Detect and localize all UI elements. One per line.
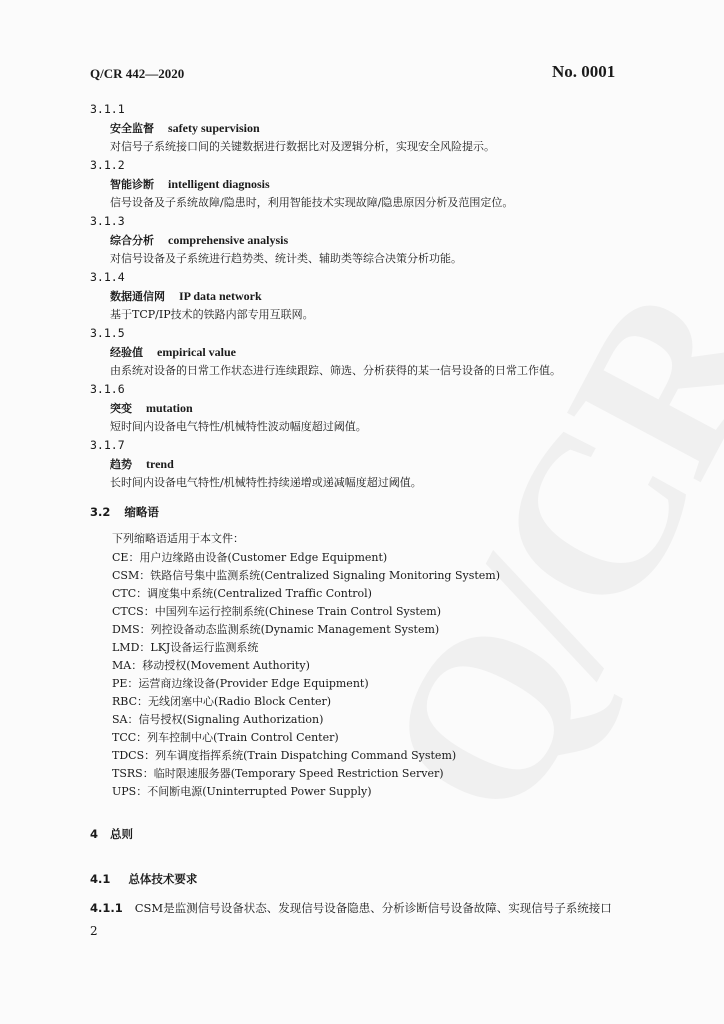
- term-title: [110, 288, 262, 305]
- term-definition: 长时间内设备电气特性/机械特性持续递增或递减幅度超过阈值。: [110, 476, 422, 489]
- clause-number: 3.1.6: [90, 382, 125, 396]
- abbreviation-item: SA：信号授权(Signaling Authorization): [112, 713, 324, 726]
- term-zh: 突变: [110, 402, 132, 415]
- term-title: [110, 400, 193, 417]
- section-number: 4: [90, 827, 99, 841]
- term-definition: 对信号设备及子系统进行趋势类、统计类、辅助类等综合决策分析功能。: [110, 252, 462, 265]
- clause-number: 3.1.5: [90, 326, 125, 340]
- clause-number: 3.1.4: [90, 270, 125, 284]
- abbreviation-item: PE：运营商边缘设备(Provider Edge Equipment): [112, 677, 369, 690]
- clause-4-1-1: [90, 900, 612, 916]
- abbreviation-item: CTCS：中国列车运行控制系统(Chinese Train Control System): [112, 605, 442, 618]
- term-en: intelligent diagnosis: [168, 177, 270, 191]
- section-heading-4: [90, 826, 133, 842]
- section-title: 总则: [110, 827, 134, 841]
- abbreviation-item: RBC：无线闭塞中心(Radio Block Center): [112, 695, 332, 708]
- abbreviations-intro: 下列缩略语适用于本文件：: [112, 532, 244, 545]
- abbreviation-item: CSM：铁路信号集中监测系统(Centralized Signaling Monitoring System): [112, 569, 501, 582]
- term-title: [110, 176, 270, 193]
- abbreviation-item: TDCS：列车调度指挥系统(Train Dispatching Command System): [112, 749, 457, 762]
- clause-number: 3.1.3: [90, 214, 125, 228]
- term-zh: 趋势: [110, 458, 132, 471]
- term-definition: 对信号子系统接口间的关键数据进行数据比对及逻辑分析，实现安全风险提示。: [110, 140, 495, 153]
- term-en: trend: [146, 457, 174, 471]
- term-definition: 基于TCP/IP技术的铁路内部专用互联网。: [110, 308, 314, 321]
- term-en: safety supervision: [168, 121, 260, 135]
- term-definition: 由系统对设备的日常工作状态进行连续跟踪、筛选、分析获得的某一信号设备的日常工作值。: [110, 364, 561, 377]
- term-en: IP data network: [179, 289, 262, 303]
- abbreviation-item: CTC：调度集中系统(Centralized Traffic Control): [112, 587, 372, 600]
- section-heading-3-2: [90, 504, 159, 520]
- abbreviation-item: TCC：列车控制中心(Train Control Center): [112, 731, 339, 744]
- term-definition: 信号设备及子系统故障/隐患时，利用智能技术实现故障/隐患原因分析及范围定位。: [110, 196, 514, 209]
- abbreviation-item: DMS：列控设备动态监测系统(Dynamic Management System): [112, 623, 440, 636]
- term-en: comprehensive analysis: [168, 233, 289, 247]
- term-en: mutation: [146, 401, 193, 415]
- clause-number: 3.1.7: [90, 438, 125, 452]
- term-zh: 安全监督: [110, 122, 154, 135]
- abbreviation-item: MA：移动授权(Movement Authority): [112, 659, 310, 672]
- term-definition: 短时间内设备电气特性/机械特性波动幅度超过阈值。: [110, 420, 367, 433]
- term-title: [110, 456, 174, 473]
- term-zh: 综合分析: [110, 234, 154, 247]
- abbreviation-item: CE：用户边缘路由设备(Customer Edge Equipment): [112, 551, 388, 564]
- section-number: 3.2: [90, 505, 111, 519]
- document-serial-number: No. 0001: [552, 62, 616, 81]
- abbreviation-item: UPS：不间断电源(Uninterrupted Power Supply): [112, 785, 372, 798]
- term-zh: 经验值: [110, 346, 143, 359]
- term-zh: 智能诊断: [110, 178, 154, 191]
- clause-number: 3.1.1: [90, 102, 125, 116]
- abbreviation-item: TSRS：临时限速服务器(Temporary Speed Restriction Server): [112, 767, 444, 780]
- clause-text: CSM是监测信号设备状态、发现信号设备隐患、分析诊断信号设备故障、实现信号子系统接口: [134, 901, 612, 915]
- document-code: Q/CR 442—2020: [90, 66, 185, 81]
- section-number: 4.1: [90, 872, 111, 886]
- section-title: 总体技术要求: [128, 872, 198, 886]
- page-number: 2: [90, 924, 98, 938]
- clause-number: 4.1.1: [90, 901, 123, 915]
- abbreviation-item: LMD：LKJ设备运行监测系统: [112, 641, 259, 654]
- term-en: empirical value: [157, 345, 236, 359]
- clause-number: 3.1.2: [90, 158, 125, 172]
- term-title: [110, 232, 288, 249]
- term-zh: 数据通信网: [110, 290, 165, 303]
- section-heading-4-1: [90, 871, 197, 887]
- term-title: [110, 120, 260, 137]
- term-title: [110, 344, 236, 361]
- section-title: 缩略语: [124, 505, 159, 519]
